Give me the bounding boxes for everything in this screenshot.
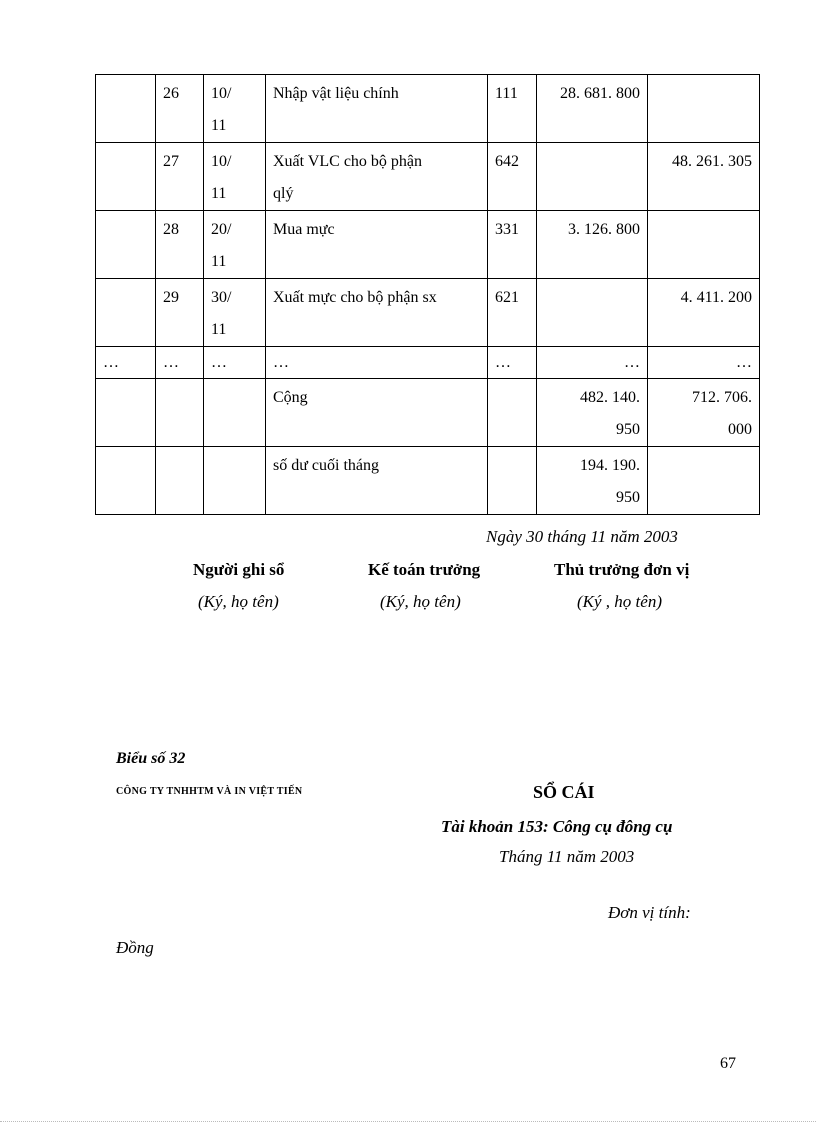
ledger-period: Tháng 11 năm 2003 bbox=[499, 847, 635, 866]
cell-credit: 712. 706. 000 bbox=[648, 379, 760, 447]
table-row bbox=[96, 143, 760, 211]
cell-description: Xuất mực cho bộ phận sx bbox=[266, 279, 488, 347]
cell-doc-number: 28 bbox=[156, 211, 204, 279]
cell-entry-no bbox=[96, 279, 156, 347]
cell-doc-number: 27 bbox=[156, 143, 204, 211]
cell-credit: … bbox=[648, 347, 760, 379]
ledger-title: SỔ CÁI bbox=[533, 782, 595, 802]
cell-doc-number: 29 bbox=[156, 279, 204, 347]
chief-accountant-title: Kế toán trưởng bbox=[368, 560, 481, 579]
cell-credit bbox=[648, 211, 760, 279]
signature-date: Ngày 30 tháng 11 năm 2003 bbox=[486, 527, 678, 546]
form-number: Biểu số 32 bbox=[116, 750, 186, 767]
head-of-unit-note: (Ký , họ tên) bbox=[577, 592, 662, 611]
cell-doc-number bbox=[156, 379, 204, 447]
chief-accountant-note: (Ký, họ tên) bbox=[380, 592, 461, 611]
ledger-table bbox=[95, 74, 760, 515]
cell-credit bbox=[648, 447, 760, 515]
cell-entry-no bbox=[96, 211, 156, 279]
cell-doc-date: 30/ 11 bbox=[204, 279, 266, 347]
cell-debit: 3. 126. 800 bbox=[537, 211, 648, 279]
cell-debit: 194. 190. 950 bbox=[537, 447, 648, 515]
cell-counter-account bbox=[488, 447, 537, 515]
cell-counter-account: 111 bbox=[488, 75, 537, 143]
cell-description: Mua mực bbox=[266, 211, 488, 279]
cell-description: Cộng bbox=[266, 379, 488, 447]
cell-debit: 28. 681. 800 bbox=[537, 75, 648, 143]
table-row-ellipsis bbox=[96, 347, 760, 379]
cell-entry-no bbox=[96, 143, 156, 211]
cell-entry-no bbox=[96, 447, 156, 515]
cell-debit: 482. 140. 950 bbox=[537, 379, 648, 447]
cell-doc-date bbox=[204, 447, 266, 515]
cell-doc-number bbox=[156, 447, 204, 515]
cell-counter-account: 621 bbox=[488, 279, 537, 347]
cell-credit bbox=[648, 75, 760, 143]
cell-debit bbox=[537, 143, 648, 211]
recorder-title: Người ghi sổ bbox=[193, 560, 285, 579]
cell-debit: … bbox=[537, 347, 648, 379]
cell-doc-date bbox=[204, 379, 266, 447]
cell-description: … bbox=[266, 347, 488, 379]
cell-doc-date: 10/ 11 bbox=[204, 75, 266, 143]
cell-credit: 48. 261. 305 bbox=[648, 143, 760, 211]
cell-description: Nhập vật liệu chính bbox=[266, 75, 488, 143]
cell-doc-date: 20/ 11 bbox=[204, 211, 266, 279]
cell-counter-account: 642 bbox=[488, 143, 537, 211]
page-bottom-rule bbox=[0, 1121, 816, 1122]
table-row bbox=[96, 75, 760, 143]
cell-entry-no bbox=[96, 379, 156, 447]
cell-debit bbox=[537, 279, 648, 347]
cell-counter-account bbox=[488, 379, 537, 447]
account-name: Tài khoản 153: Công cụ đông cụ bbox=[441, 817, 673, 836]
recorder-note: (Ký, họ tên) bbox=[198, 592, 279, 611]
cell-counter-account: 331 bbox=[488, 211, 537, 279]
cell-doc-number: … bbox=[156, 347, 204, 379]
cell-entry-no: … bbox=[96, 347, 156, 379]
table-row-closing-balance bbox=[96, 447, 760, 515]
cell-description: số dư cuối tháng bbox=[266, 447, 488, 515]
table-row bbox=[96, 279, 760, 347]
table-row-total bbox=[96, 379, 760, 447]
currency-label: Đồng bbox=[116, 938, 154, 957]
cell-entry-no bbox=[96, 75, 156, 143]
page-number: 67 bbox=[720, 1055, 736, 1072]
head-of-unit-title: Thủ trưởng đơn vị bbox=[554, 560, 690, 579]
cell-counter-account: … bbox=[488, 347, 537, 379]
cell-description: Xuất VLC cho bộ phận qlý bbox=[266, 143, 488, 211]
cell-doc-number: 26 bbox=[156, 75, 204, 143]
cell-doc-date: … bbox=[204, 347, 266, 379]
company-name: CÔNG TY TNHHTM VÀ IN VIỆT TIẾN bbox=[116, 786, 303, 797]
cell-credit: 4. 411. 200 bbox=[648, 279, 760, 347]
cell-doc-date: 10/ 11 bbox=[204, 143, 266, 211]
unit-label: Đơn vị tính: bbox=[608, 903, 691, 922]
table-row bbox=[96, 211, 760, 279]
